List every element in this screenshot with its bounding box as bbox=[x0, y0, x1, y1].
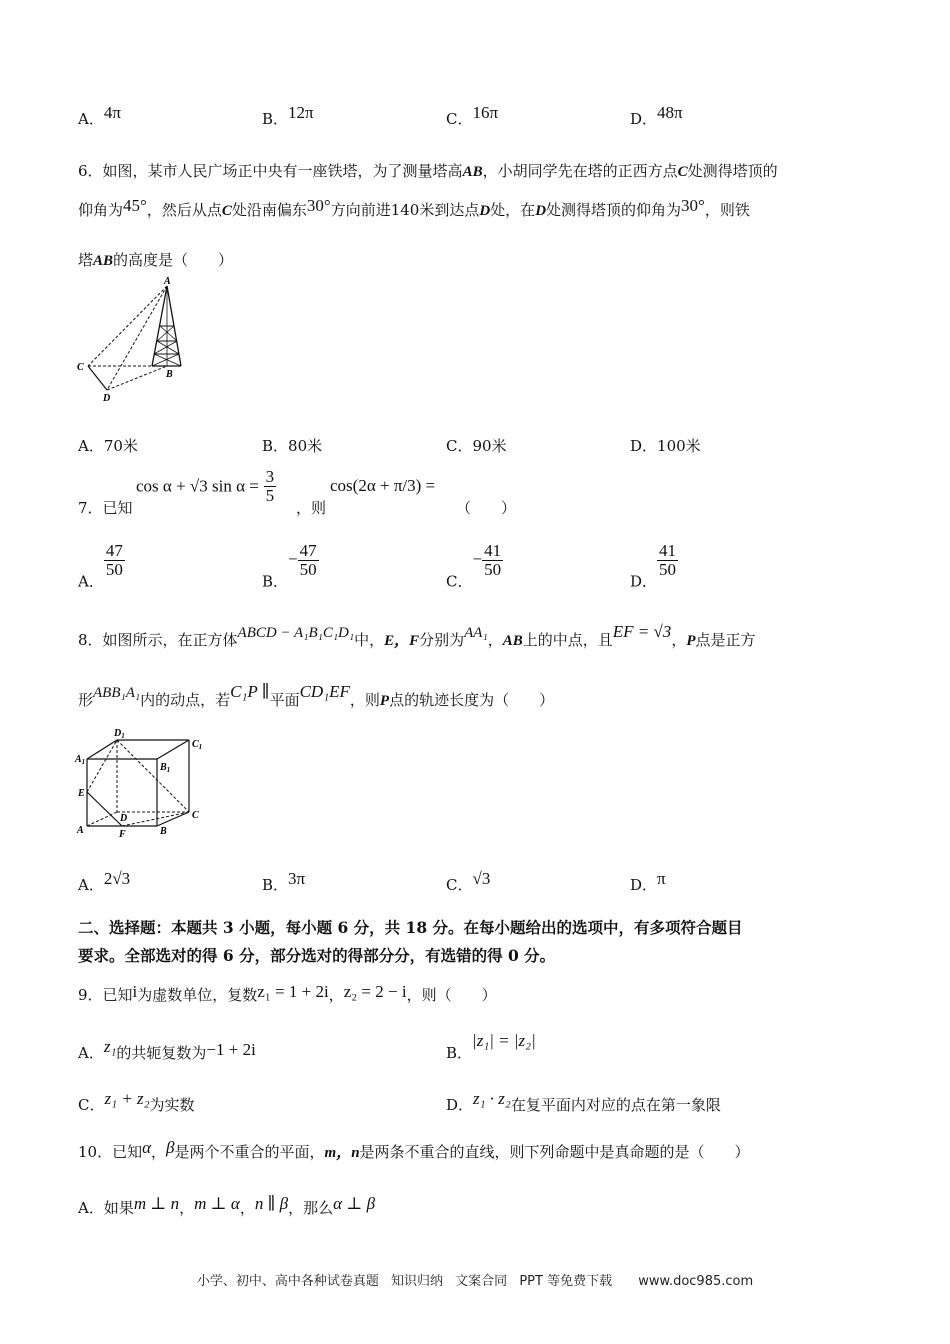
q7-expression: cos(2α + π/3) = bbox=[330, 476, 436, 495]
q9-option-d[interactable]: D．z₁ · z₂在复平面内对应的点在第一象限 bbox=[446, 1089, 721, 1114]
q8-option-c[interactable]: C．√3 bbox=[446, 869, 491, 894]
q8-cube-figure bbox=[74, 726, 214, 841]
q9-stem: 9．已知i为虚数单位，复数z₁ = 1 + 2i，z₂ = 2 − i，则（ ） bbox=[78, 982, 497, 1004]
q7-then: ，则 bbox=[296, 499, 327, 517]
q5-option-a[interactable]: A．4π bbox=[78, 103, 121, 128]
q8-label-a: A bbox=[77, 825, 84, 836]
q8-line-1: 8．如图所示，在正方体ABCD − A₁B₁C₁D₁中，E，F分别为AA₁，AB上的中点，且EF = √3，P点是正方 bbox=[78, 622, 756, 649]
q6-option-d[interactable]: D．100米 bbox=[630, 437, 701, 455]
q10-option-a[interactable]: A．如果m ⊥ n，m ⊥ α，n ∥ β，那么α ⊥ β bbox=[78, 1194, 376, 1217]
footer-site-link[interactable]: www.doc985.com bbox=[638, 1274, 754, 1289]
q8-label-d1: $D_1$ bbox=[114, 728, 125, 740]
q8-option-d[interactable]: D．π bbox=[630, 869, 666, 894]
q8-option-a[interactable]: A．2√3 bbox=[78, 869, 131, 894]
page-footer: 小学、初中、高中各种试卷真题 知识归纳 文案合同 PPT 等免费下载 www.doc985.com bbox=[196, 1274, 754, 1289]
q8-label-e: E bbox=[78, 788, 85, 799]
q6-option-a[interactable]: A．70米 bbox=[78, 437, 138, 455]
q6-line-3: 塔AB的高度是（ ） bbox=[78, 251, 234, 269]
q9-option-b[interactable]: B．|z₁| = |z₂| bbox=[446, 1031, 536, 1062]
q9-option-c[interactable]: C．z₁ + z₂为实数 bbox=[78, 1089, 195, 1114]
q7-option-b[interactable]: B．− $\frac{47}{50}$ bbox=[262, 541, 317, 591]
q8-option-b[interactable]: B．3π bbox=[262, 869, 306, 894]
q6-option-b[interactable]: B．80米 bbox=[262, 437, 323, 455]
q5-option-d[interactable]: D．48π bbox=[630, 103, 683, 128]
q6-line-1: 6．如图，某市人民广场正中央有一座铁塔，为了测量塔高AB，小胡同学先在塔的正西方点C处测得塔顶的 bbox=[78, 162, 778, 180]
q7-number: 7．已知 bbox=[78, 499, 133, 517]
q8-label-a1: $A_1$ bbox=[75, 754, 86, 766]
q8-label-b1: $B_1$ bbox=[160, 762, 171, 774]
q8-line-2: 形ABB₁A₁内的动点，若C₁P ∥平面CD₁EF，则P点的轨迹长度为（ ） bbox=[78, 682, 555, 709]
q7-option-d[interactable]: D． $\frac{41}{50}$ bbox=[630, 541, 677, 591]
q6-label-d: D bbox=[103, 393, 111, 404]
q6-label-b: B bbox=[166, 369, 173, 380]
q6-label-a: A bbox=[164, 276, 171, 287]
q7-blank: （ ） bbox=[456, 499, 517, 517]
q6-option-c[interactable]: C．90米 bbox=[446, 437, 507, 455]
q5-option-c[interactable]: C．16π bbox=[446, 103, 499, 128]
q8-label-b: B bbox=[160, 826, 167, 837]
q6-label-c: C bbox=[77, 362, 84, 373]
q7-option-c[interactable]: C．− $\frac{41}{50}$ bbox=[446, 541, 502, 591]
q8-label-c1: $C_1$ bbox=[192, 739, 203, 751]
q6-tower-figure bbox=[74, 276, 194, 406]
q9-option-a[interactable]: A．z₁的共轭复数为−1 + 2i bbox=[78, 1037, 256, 1062]
q8-label-c: C bbox=[192, 810, 199, 821]
q7-condition: cos α + √3 sin α = $\frac{3}{5}$ bbox=[136, 467, 275, 505]
q7-option-a[interactable]: A． $\frac{47}{50}$ bbox=[78, 541, 123, 591]
q8-label-d: D bbox=[120, 813, 128, 824]
q6-line-2: 仰角为45°，然后从点C处沿南偏东30°方向前进140米到达点D处，在D处测得塔顶的仰角为30°，则铁 bbox=[78, 196, 750, 219]
q10-stem: 10．已知α，β是两个不重合的平面，m，n是两条不重合的直线，则下列命题中是真命题的是（ ） bbox=[78, 1138, 750, 1161]
q8-label-f: F bbox=[119, 829, 126, 840]
q5-option-b[interactable]: B．12π bbox=[262, 103, 314, 128]
